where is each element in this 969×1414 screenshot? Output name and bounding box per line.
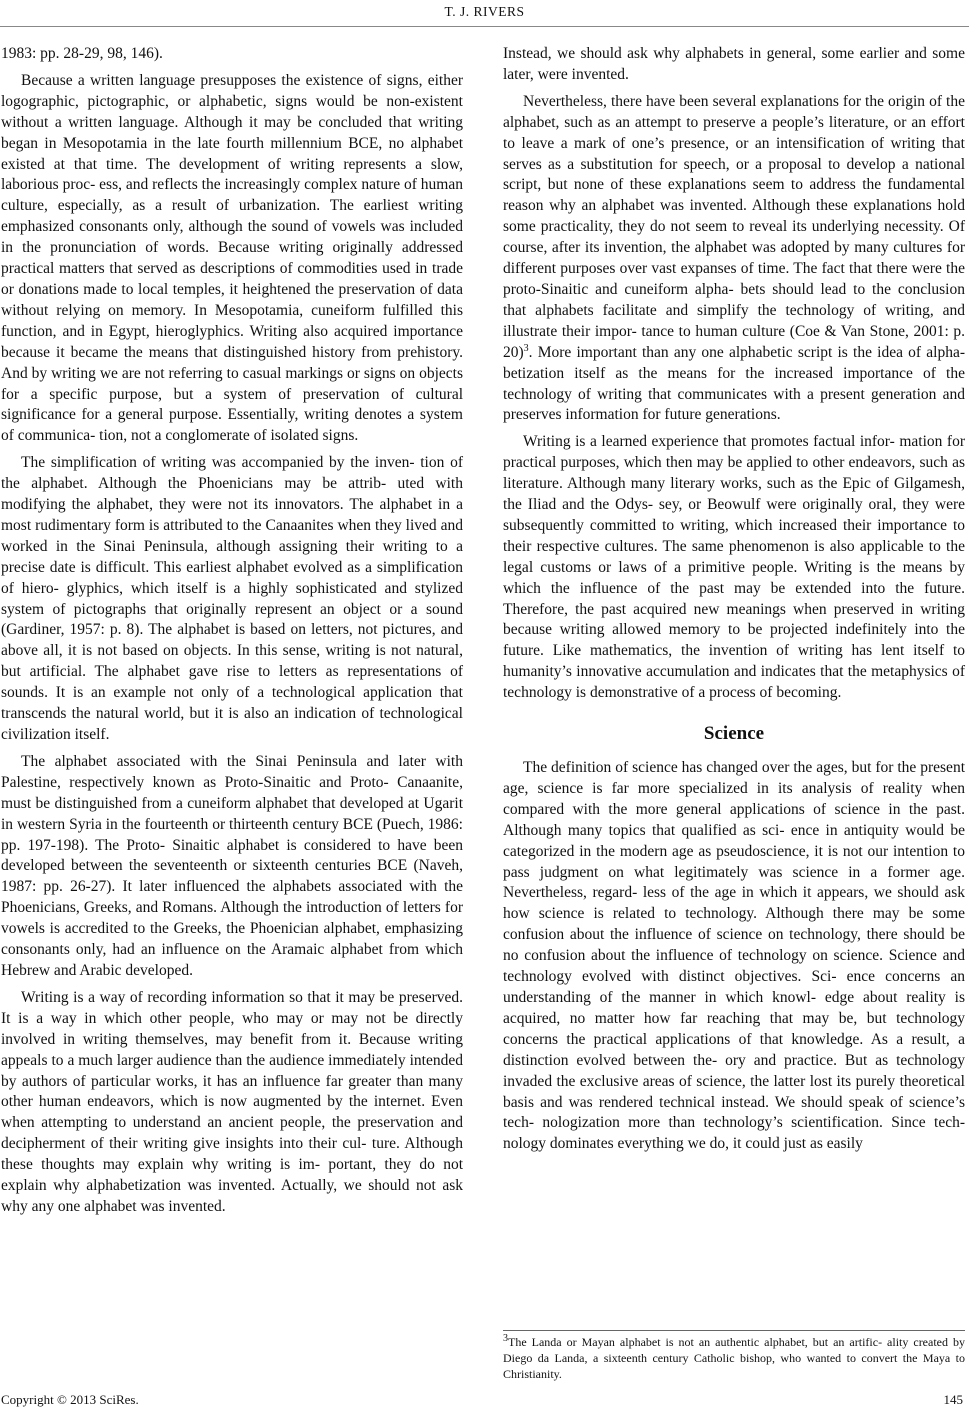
- footnote: [503, 1334, 965, 1382]
- page-number: 145: [943, 1392, 963, 1407]
- footnote-reference[interactable]: 3: [523, 342, 529, 354]
- paragraph-text: . More important than any one alphabetic script is the idea of alpha- betization itself as the means for the increased importance of the technology of writing that communicates with a present generation and preserves information for future generations.: [503, 343, 965, 424]
- header-rule: [0, 26, 969, 27]
- footnote-marker: 3: [503, 1333, 508, 1344]
- paragraph: The definition of science has changed over the ages, but for the present age, science is far more specialized in its analysis of reality when compared with the more general applications of science in the past. Although many topics that qualified as sci- ence in antiquity would be categorized in the modern age as pseudoscience, it is not our intention to pass judgment on what legitimately was science in a former age. Nevertheless, regard- less of the age in which it appears, we should ask how science is related to technology. Although there may be some confusion about the influence of science on technology, there should be no confusion about the influence of technology on science. Science and technology evolved with distinct objectives. Sci- ence concerns an understanding of the manner in which knowl- edge about reality is acquired, no matter how far reaching that may be, but technology concerns the practical applications of that knowledge. As a result, a distinction evolved between the- ory and practice. But as technology invaded the exclusive areas of science, the latter lost its purely theoretical basis and was rendered technical instead. We should speak of science’s tech- nologization more than technology’s scientification. Since tech- nology dominates everything we do, it could just as easily: [503, 759, 965, 1153]
- paragraph: The alphabet associated with the Sinai Peninsula and later with Palestine, respectively known as Proto-Sinaitic and Proto- Canaanite, must be distinguished from a cuneiform alphabet that developed at Ugarit in western Syria in the fourteenth or thirteenth century BCE (Puech, 1986: pp. 197-198). The Proto- Sinaitic alphabet is considered to have been developed between the seventeenth or sixteenth centuries BCE (Naveh, 1987: pp. 26-27). It later influenced the alphabets associated with the Phoenicians, Greeks, and Romans. Although the introduction of letters for vowels is accredited to the Greeks, the Phoenician alphabet, emphasizing consonants only, had an influence on the Aramaic alphabet from which Hebrew and Arabic developed.: [1, 752, 463, 979]
- running-head: T. J. RIVERS: [444, 4, 525, 19]
- paragraph: Because a written language presupposes the existence of signs, either logographic, pictographic, or alphabetic, signs would be non-existent without a written language. Although it may be concluded that writing began in Mesopotamia in the late fourth millennium BCE, no alphabet existed at that time. The development of writing represents a slow, laborious proc- ess, and reflects the increasingly complex nature of human culture, especially, as a result of urbanization. The earliest writing emphasized consonants only, although the sound of vowels was included in the pronunciation of words. Because writing originally addressed practical matters that served as descriptions of commodities used in trade or donations made to local temples, it heightened the preservation of data without relying on memory. In Mesopotamia, cuneiform fulfilled this function, and in Egypt, hieroglyphics. Writing also acquired importance because it became the means that distinguished history from prehistory. And by writing we are not referring to casual markings or signs on objects for a specific purpose, but a system of preservation of cultural significance for a general purpose. Essentially, writing denotes a system of communica- tion, not a conglomerate of isolated signs.: [1, 71, 463, 445]
- paragraph: Writing is a way of recording information so that it may be preserved. It is a way in which other people, who may or may not be directly involved in writing themselves, may benefit from it. Because writing appeals to a much larger audience than the audience immediately intended by authors of particular works, it has an influence far greater than many other human endeavors, which is now augmented by the internet. Even when attempting to understand an ancient people, the preservation and decipherment of their writing give insights into their cul- ture. Although these thoughts may explain why writing is im- portant, they do not explain why alphabetization was invented. Actually, we should not ask why any one alphabet was invented.: [1, 988, 463, 1215]
- footnote-text: The Landa or Mayan alphabet is not an authentic alphabet, but an artific- ality created by Diego da Landa, a sixteenth century Catholic bishop, who wanted to convert the Maya to Christianity.: [503, 1335, 965, 1381]
- paragraph: Writing is a learned experience that promotes factual infor- mation for practical purposes, which then may be applied to other endeavors, such as literature. Although many literary works, such as the Epic of Gilgamesh, the Iliad and the Odys- sey, or Beowulf were originally oral, they were subsequently committed to writing, which increased their importance to their respective cultures. The same phenomenon is also applicable to the legal customs or laws of a primitive people. Writing is the means by which the influence of the past may be extended into the future. Therefore, the past acquired new meanings when preserved in writing because writing allowed memory to be projected indefinitely into the future. Like mathematics, the invention of writing has lent itself to humanity’s innovative accumulation and indicates that the metaphysics of technology is demonstrative of a process of becoming.: [503, 433, 965, 702]
- paragraph: 1983: pp. 28-29, 98, 146).: [1, 45, 163, 62]
- left-column: [1, 44, 463, 1224]
- paragraph: [503, 92, 965, 427]
- paragraph: Instead, we should ask why alphabets in general, some earlier and some later, were invented.: [503, 45, 965, 83]
- footnote-rule: [503, 1330, 965, 1331]
- paragraph-text: Nevertheless, there have been several explanations for the origin of the alphabet, such as an attempt to preserve a people’s literature, or an effort to leave a mark of one’s presence, or an intensification of writing that serves as a substitution for speech, or a proposal to develop a national script, but none of these explanations seem to address the fundamental reason why an alphabet was invented. Although these explanations hold some practicality, they do not seem to reveal its underlying necessity. Of course, after its invention, the alphabet was adopted by many cultures for different purposes over vast expanses of time. The fact that there were the proto-Sinaitic and cuneiform alpha- bets should lead to the conclusion that alphabets facilitate and simplify the technology of writing, and illustrate their impor- tance to human culture (Coe & Van Stone, 2001: p. 20): [503, 92, 965, 361]
- paragraph: The simplification of writing was accompanied by the inven- tion of the alphabet. Although the Phoenicians may be attrib- uted with modifying the alphabet, they were not its innovators. The alphabet in a most rudimentary form is attributed to the Canaanites when they lived and worked in the Sinai Peninsula, although assigning their writing to a precise date is difficult. This earliest alphabet evolved as a simplification of hiero- glyphics, which itself is a highly sophisticated and stylized system of pictographs that originally represent an object or a sound (Gardiner, 1957: p. 8). The alphabet is based on letters, not pictures, and above all, it is not based on objects. In this sense, writing is not natural, but artificial. The alphabet gave rise to letters as representations of sounds. It is an example not only of a technological application that transcends the natural world, but it is also an indication of technological civilization itself.: [1, 454, 463, 743]
- right-column: [503, 44, 965, 1161]
- copyright-notice: Copyright © 2013 SciRes.: [1, 1392, 139, 1407]
- section-heading: Science: [703, 723, 765, 745]
